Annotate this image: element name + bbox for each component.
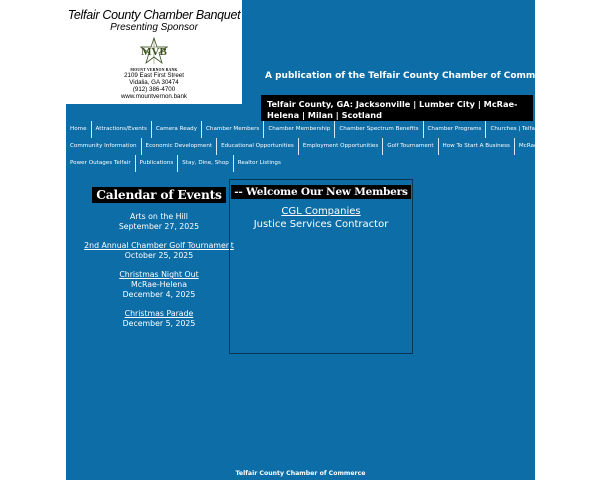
nav-item-community-information[interactable]: Community Information: [66, 138, 142, 155]
bank-address-line2: Vidalia, GA 30474: [129, 79, 179, 86]
logo-letters: MVB: [141, 46, 167, 58]
bank-phone: (912) 386-4700: [132, 86, 176, 93]
nav-item-chamber-membership[interactable]: Chamber Membership: [264, 121, 335, 138]
nav-row-3: [66, 155, 535, 172]
towns-bar: Telfair County, GA: Jacksonville | Lumber City | McRae-Helena | Milan | Scotland: [261, 95, 533, 121]
event-date: September 27, 2025: [118, 222, 200, 231]
event-name: Arts on the Hill: [130, 212, 188, 221]
event-link[interactable]: 2nd Annual Chamber Golf Tournament: [84, 241, 234, 250]
event-item: [66, 241, 252, 261]
event-item: [66, 212, 252, 232]
new-members-panel: [229, 179, 413, 354]
member-link[interactable]: CGL Companies: [281, 206, 361, 217]
nav-item-home[interactable]: Home: [66, 121, 92, 138]
event-item: [66, 309, 252, 329]
main-navigation: [66, 121, 572, 172]
calendar-title: Calendar of Events: [92, 187, 225, 203]
calendar-of-events: [66, 184, 252, 329]
nav-item-churches[interactable]: Churches | Telfair Co.: [490, 126, 550, 132]
nav-item-educational-opportunities[interactable]: Educational Opportunities: [217, 138, 299, 155]
event-link[interactable]: Christmas Night Out: [119, 270, 199, 279]
bank-website[interactable]: www.mountvernon.bank: [120, 93, 188, 100]
nav-item-chamber-programs[interactable]: Chamber Programs: [424, 121, 487, 138]
event-link[interactable]: Christmas Parade: [124, 309, 194, 318]
sponsor-subtitle: Presenting Sponsor: [110, 22, 198, 33]
nav-item-attractions-events[interactable]: Attractions/Events: [92, 121, 152, 138]
nav-item-stay-dine-shop[interactable]: Stay, Dine, Shop: [178, 155, 234, 172]
page-container: [66, 0, 572, 480]
nav-item-economic-development[interactable]: Economic Development: [142, 138, 218, 155]
nav-item-golf-tournament[interactable]: Golf Tournament: [383, 138, 438, 155]
nav-row-2: [66, 138, 572, 155]
sponsor-title: Telfair County Chamber Banquet: [67, 8, 241, 22]
footer-text: Telfair County Chamber of Commerce: [235, 470, 366, 477]
nav-item-publications[interactable]: Publications: [136, 155, 179, 172]
event-location: McRae-Helena: [131, 280, 187, 289]
event-date: December 5, 2025: [122, 319, 196, 328]
publication-tagline: A publication of the Telfair County Chamber of Commerce: [265, 71, 558, 81]
event-date: October 25, 2025: [124, 251, 194, 260]
sponsor-banner[interactable]: [66, 0, 242, 104]
nav-item-realtor-listings[interactable]: Realtor Listings: [237, 160, 281, 166]
event-date: December 4, 2025: [122, 290, 196, 299]
nav-item-start-a-business[interactable]: How To Start A Business: [439, 138, 515, 155]
new-members-title: -- Welcome Our New Members: [231, 185, 410, 199]
bank-address-line1: 2109 East First Street: [124, 72, 184, 79]
bank-logo: [134, 38, 174, 66]
nav-item-employment-opportunities[interactable]: Employment Opportunities: [299, 138, 383, 155]
nav-item-chamber-spectrum-benefits[interactable]: Chamber Spectrum Benefits: [335, 121, 423, 138]
nav-item-mcrae-rotary-club[interactable]: McRae Rotary Club: [518, 143, 572, 149]
event-item: [66, 270, 252, 300]
bank-name: MOUNT VERNON BANK: [130, 68, 178, 72]
nav-item-chamber-members[interactable]: Chamber Members: [202, 121, 264, 138]
nav-row-1: [66, 121, 550, 138]
nav-item-camera-ready[interactable]: Camera Ready: [152, 121, 202, 138]
member-description: Justice Services Contractor: [253, 219, 389, 230]
nav-item-power-outages[interactable]: Power Outages Telfair: [66, 155, 136, 172]
